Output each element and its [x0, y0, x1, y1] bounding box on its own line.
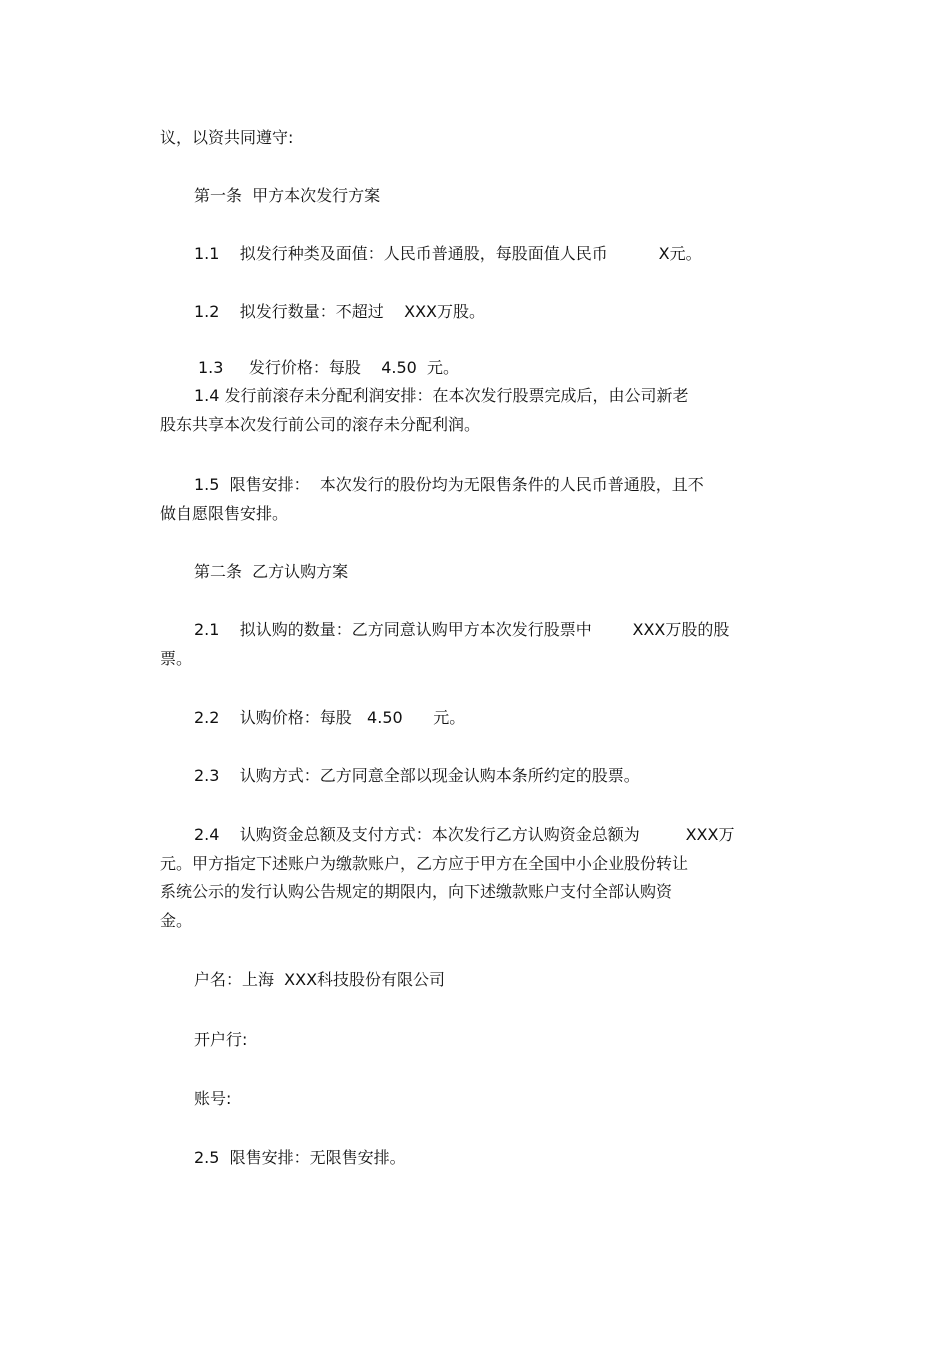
clause-2-3: 2.3 认购方式：乙方同意全部以现金认购本条所约定的股票。: [194, 766, 640, 785]
account-name-line: 户名：上海 XXX科技股份有限公司: [194, 970, 446, 989]
clause-2-4-line-3: 系统公示的发行认购公告规定的期限内，向下述缴款账户支付全部认购资: [160, 882, 673, 901]
clause-1-4-line-1: 1.4 发行前滚存未分配利润安排：在本次发行股票完成后，由公司新老: [194, 386, 689, 405]
clause-1-2: 1.2 拟发行数量：不超过 XXX万股。: [194, 302, 486, 321]
clause-1-4-line-2: 股东共享本次发行前公司的滚存未分配利润。: [160, 415, 481, 434]
clause-1-1: 1.1 拟发行种类及面值：人民币普通股，每股面值人民币 X元。: [194, 244, 702, 263]
clause-2-4-line-4: 金。: [160, 911, 193, 930]
clause-2-1-line-2: 票。: [160, 649, 193, 668]
clause-2-1-line-1: 2.1 拟认购的数量：乙方同意认购甲方本次发行股票中 XXX万股的股: [194, 620, 730, 639]
clause-2-4-line-1: 2.4 认购资金总额及支付方式：本次发行乙方认购资金总额为 XXX万: [194, 825, 735, 844]
clause-2-2: 2.2 认购价格：每股 4.50 元。: [194, 708, 466, 727]
clause-1-3: 1.3 发行价格：每股 4.50 元。: [198, 358, 460, 377]
article-2-title: 第二条 乙方认购方案: [194, 562, 349, 581]
bank-line: 开户行:: [194, 1030, 248, 1049]
clause-1-5-line-2: 做自愿限售安排。: [160, 504, 289, 523]
article-1-title: 第一条 甲方本次发行方案: [194, 186, 381, 205]
clause-2-4-line-2: 元。甲方指定下述账户为缴款账户，乙方应于甲方在全国中小企业股份转让: [160, 854, 689, 873]
account-number-line: 账号:: [194, 1089, 232, 1108]
clause-2-5: 2.5 限售安排：无限售安排。: [194, 1148, 406, 1167]
intro-line: 议，以资共同遵守:: [160, 128, 294, 147]
clause-1-5-line-1: 1.5 限售安排： 本次发行的股份均为无限售条件的人民币普通股，且不: [194, 475, 704, 494]
